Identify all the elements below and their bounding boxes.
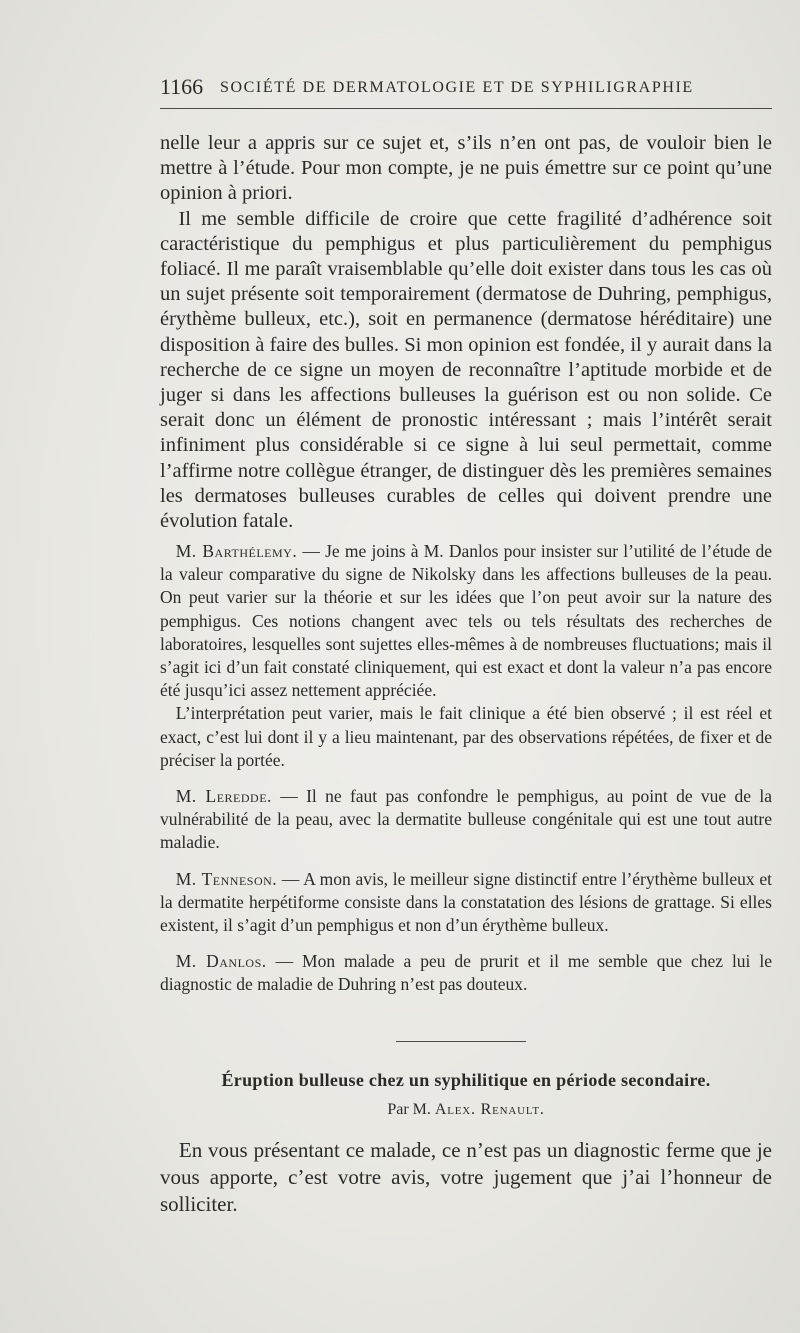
speaker-barthelemy: M. Barthélemy. [175, 541, 298, 561]
running-header [160, 74, 772, 109]
remark-leredde [160, 785, 772, 855]
paragraph-continued: nelle leur a appris sur ce sujet et, s’ils n’en ont pas, de vouloir bien le mettre à l’étude. Pour mon compte, je ne puis émettre sur ce point qu’une opinion à priori. [160, 132, 772, 205]
section-title: Éruption bulleuse chez un syphilitique en période secondaire. [221, 1070, 711, 1090]
byline-author: Alex. Renault. [434, 1101, 545, 1118]
remark-barthelemy [160, 540, 772, 702]
speaker-danlos: M. Danlos. [175, 951, 267, 972]
section-byline [160, 1101, 772, 1119]
remark-leredde-text: — Il ne faut pas confondre le pemphigus, au point de vue de la vulnérabilité de la peau, avec la dermatite bulleuse congénitale qui est une tout autre maladie. [160, 786, 772, 853]
remark-tenneson-text: — A mon avis, le meilleur signe distinctif entre l’érythème bulleux et la dermatite herpétiforme consiste dans la constatation des lésions de grattage. Si elles existent, il s’agit d’un pemphigus et non d’un érythème bulleux. [160, 868, 772, 936]
paragraph-opinion: Il me semble difficile de croire que cette fragilité d’adhérence soit caractéristique du pemphigus et plus particulièrement du pemphigus foliacé. Il me paraît vraisemblable qu’elle doit exister dans tous les cas où un sujet présente soit temporairement (dermatose de Duhring, pemphigus, érythème bulleux, etc.), soit en permanence (dermatose héréditaire) une disposition à faire des bulles. Si mon opinion est fondée, il y aurait dans la recherche de ce signe un moyen de reconnaître l’aptitude morbide et de juger si dans les affections bulleuses la guérison est ou non solide. Ce serait donc un élément de pronostic intéressant ; mais l’intérêt serait infiniment plus considérable si ce signe à lui seul permettait, comme l’affirme notre collègue étranger, de distinguer dès les premières semaines les dermatoses bulleuses curables de celles qui doivent prendre une évolution fatale. [160, 207, 772, 533]
running-title: SOCIÉTÉ DE DERMATOLOGIE ET DE SYPHILIGRAPHIE [220, 79, 694, 96]
remark-barthelemy-cont: L’interprétation peut varier, mais le fait clinique a été bien observé ; il est réel et exact, c’est lui dont il y a lieu maintenant, par des observations répétées, de fixer et de préciser la portée. [160, 703, 772, 770]
body-bottom [160, 1137, 772, 1218]
paragraph-closing: En vous présentant ce malade, ce n’est pas un diagnostic ferme que je vous apporte, c’est votre avis, votre jugement que j’ai l’honneur de solliciter. [160, 1138, 772, 1216]
remark-danlos-text: — Mon malade a peu de prurit et il me semble que chez lui le diagnostic de maladie de Duhring n’est pas douteux. [160, 951, 772, 995]
byline-prefix: Par M. [387, 1101, 435, 1118]
speaker-leredde: M. Leredde. [175, 786, 272, 807]
remark-tenneson [160, 868, 772, 938]
discussion [160, 540, 772, 997]
remark-barthelemy-text: — Je me joins à M. Danlos pour insister sur l’utilité de l’étude de la valeur comparative du signe de Nikolsky dans les affections bulleuses de la peau. On peut varier sur la théorie et sur les idées que l’on peut avoir sur la nature des pemphigus. Ces notions changent avec tels ou tels résultats des recherches de laboratoires, lesquelles sont sujettes elles-mêmes à de nombreuses fluctuations; mais il s’agit ici d’un fait constaté cliniquement, qui est exact et dont la valeur n’a pas encore été jusqu’ici assez nettement appréciée. [160, 541, 772, 701]
body-top [160, 131, 772, 534]
section-divider [396, 1041, 526, 1042]
page-number: 1166 [160, 74, 204, 99]
speaker-tenneson: M. Tenneson. [175, 868, 278, 889]
remark-danlos [160, 950, 772, 996]
